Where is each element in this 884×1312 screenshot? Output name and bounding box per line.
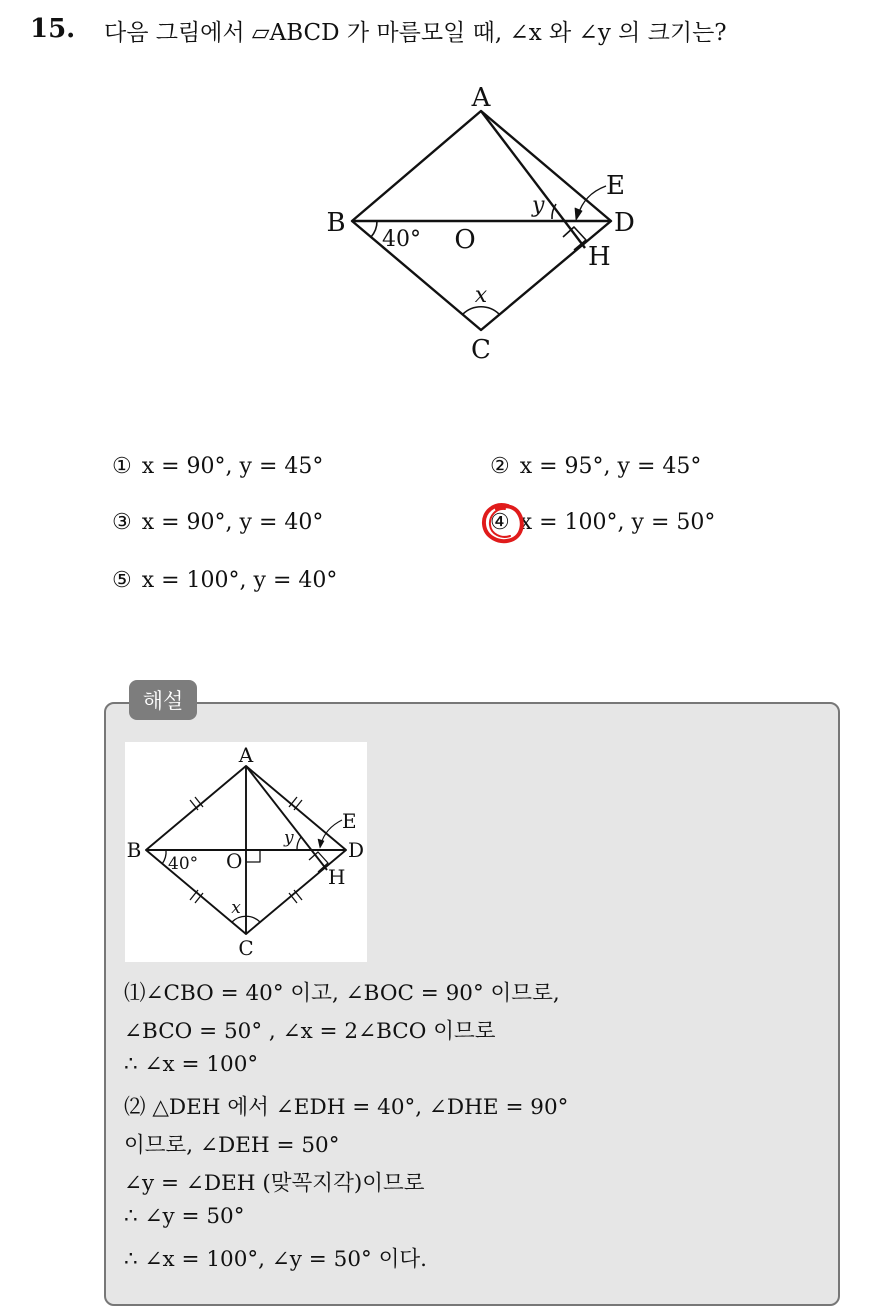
label-A: A: [471, 83, 491, 113]
choice-1-number: ①: [112, 454, 132, 479]
label-B: B: [326, 208, 346, 238]
exp-angle-y-label: y: [284, 828, 294, 848]
exp-label-H: H: [328, 865, 346, 889]
exp-label-C: C: [238, 936, 254, 960]
angle-40-label: 40°: [382, 227, 421, 252]
label-E: E: [606, 171, 625, 201]
choice-5-number: ⑤: [112, 568, 132, 593]
explanation-line-4: ⑵ △DEH 에서 ∠EDH = 40°, ∠DHE = 90°: [124, 1095, 569, 1120]
explanation-label: 해설: [129, 680, 197, 720]
label-C: C: [471, 335, 491, 365]
choice-5-text: x = 100°, y = 40°: [141, 568, 338, 593]
choice-4-text: x = 100°, y = 50°: [519, 510, 716, 535]
choice-3-number: ③: [112, 510, 132, 535]
exp-label-A: A: [238, 743, 254, 767]
angle-x-label: x: [474, 283, 488, 308]
choice-2-number: ②: [490, 454, 510, 479]
label-H: H: [588, 242, 611, 272]
choice-1-text: x = 90°, y = 45°: [141, 454, 324, 479]
question-text: 다음 그림에서 ▱ABCD 가 마름모일 때, ∠x 와 ∠y 의 크기는?: [104, 20, 727, 46]
exp-label-B: B: [126, 838, 142, 862]
exp-angle-40-label: 40°: [168, 854, 199, 874]
explanation-line-7: ∴ ∠y = 50°: [124, 1204, 245, 1229]
explanation-line-2: ∠BCO = 50° , ∠x = 2∠BCO 이므로: [124, 1019, 496, 1044]
exp-label-O: O: [226, 849, 243, 873]
angle-y-label: y: [532, 193, 545, 218]
explanation-line-8: ∴ ∠x = 100°, ∠y = 50° 이다.: [124, 1247, 427, 1272]
choice-3-text: x = 90°, y = 40°: [141, 510, 324, 535]
question-number: 15.: [30, 14, 76, 44]
choice-4-number: ④: [490, 510, 510, 535]
explanation-line-5: 이므로, ∠DEH = 50°: [124, 1133, 340, 1158]
exp-label-D: D: [348, 838, 365, 862]
exp-label-E: E: [342, 809, 357, 833]
explanation-line-3: ∴ ∠x = 100°: [124, 1052, 259, 1077]
exp-angle-x-label: x: [231, 898, 241, 918]
choice-2-text: x = 95°, y = 45°: [519, 454, 702, 479]
label-D: D: [614, 208, 635, 238]
explanation-line-1: ⑴∠CBO = 40° 이고, ∠BOC = 90° 이므로,: [124, 981, 560, 1006]
label-O: O: [454, 225, 476, 255]
explanation-line-6: ∠y = ∠DEH (맞꼭지각)이므로: [124, 1171, 425, 1196]
